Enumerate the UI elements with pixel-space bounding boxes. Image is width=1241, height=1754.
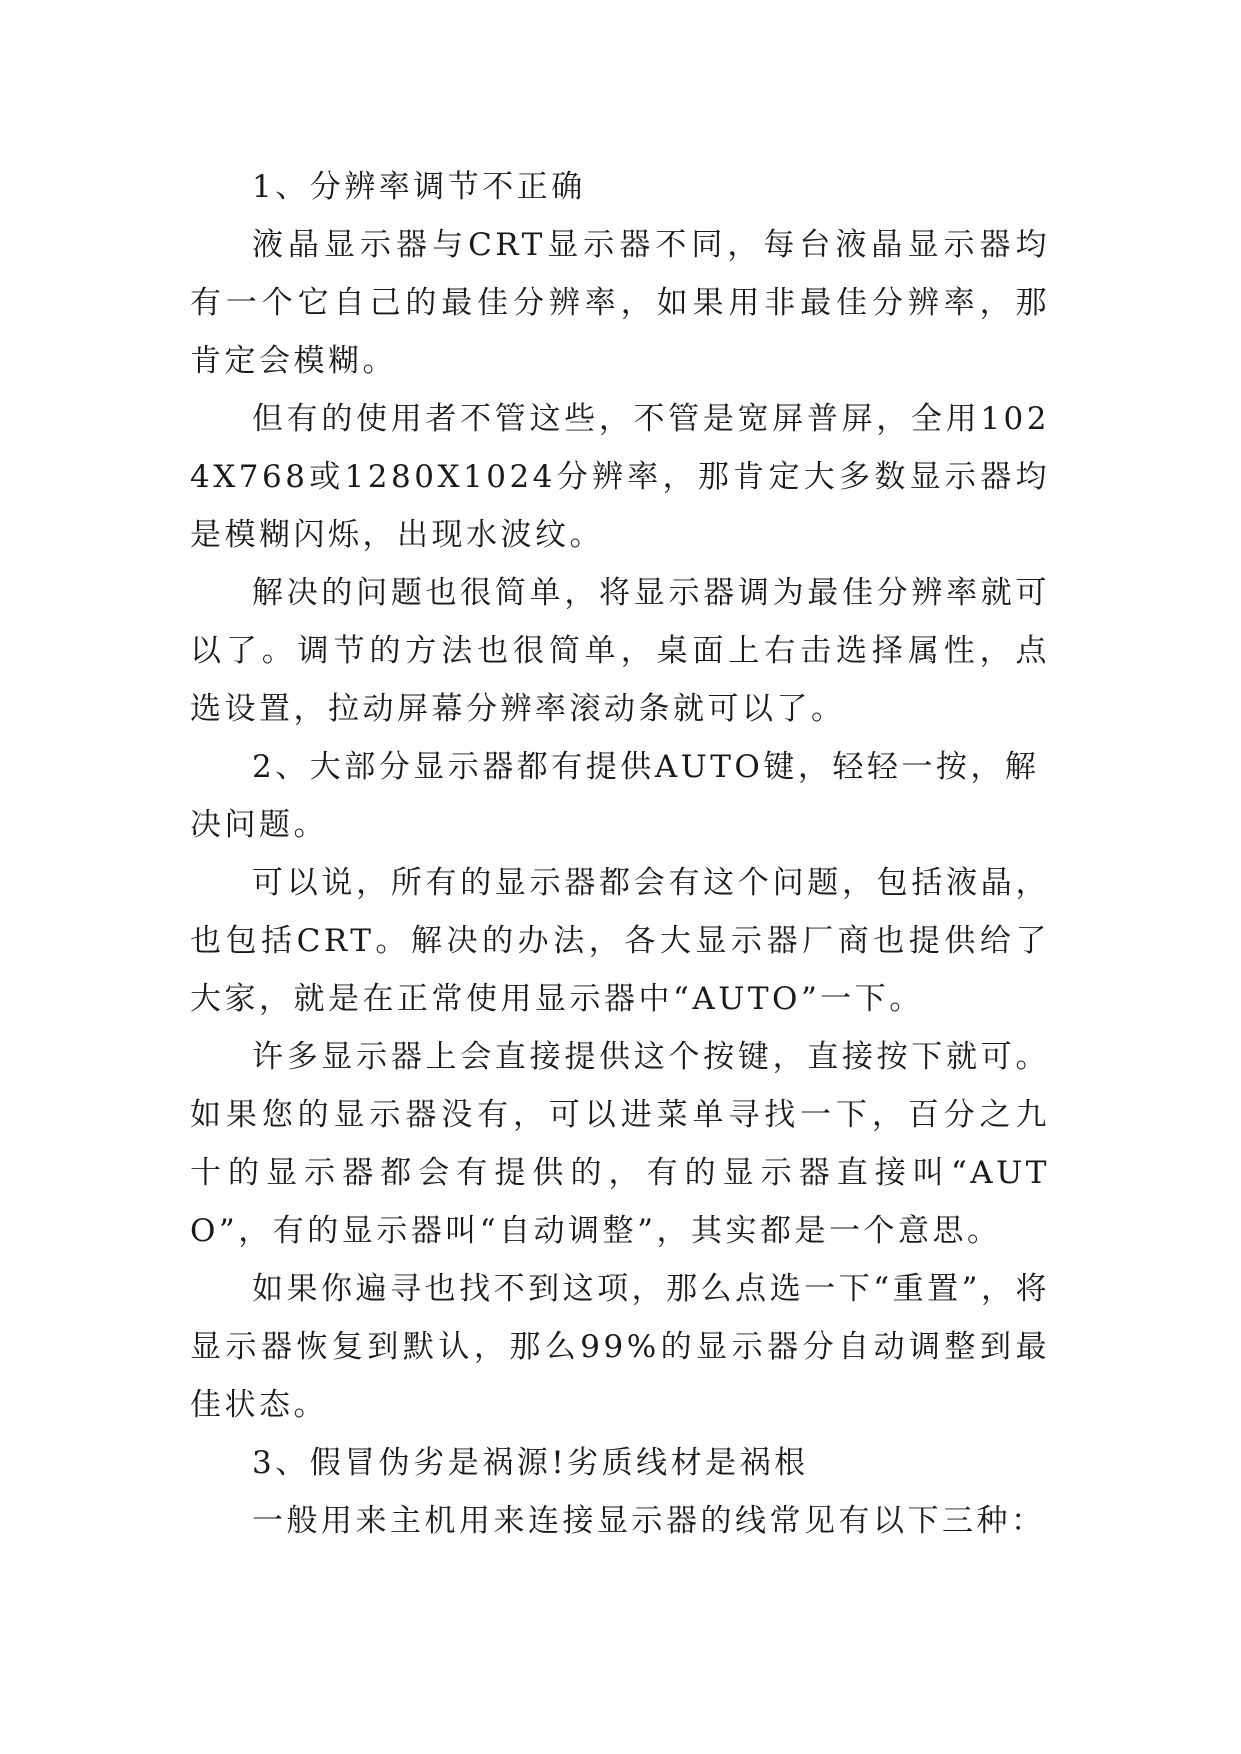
paragraph: 可以说，所有的显示器都会有这个问题，包括液晶，也包括CRT。解决的办法，各大显示器厂商也提供给了大家，就是在正常使用显示器中“AUTO”一下。	[190, 865, 1050, 1017]
document-body	[190, 158, 1050, 1550]
paragraph: 解决的问题也很简单，将显示器调为最佳分辨率就可以了。调节的方法也很简单，桌面上右击选择属性，点选设置，拉动屏幕分辨率滚动条就可以了。	[190, 575, 1050, 727]
section-heading-2: 2、大部分显示器都有提供AUTO键，轻轻一按，解决问题。	[190, 749, 1040, 843]
paragraph: 但有的使用者不管这些，不管是宽屏普屏，全用1024X768或1280X1024分辨率，那肯定大多数显示器均是模糊闪烁，出现水波纹。	[190, 401, 1050, 553]
paragraph: 液晶显示器与CRT显示器不同，每台液晶显示器均有一个它自己的最佳分辨率，如果用非最佳分辨率，那肯定会模糊。	[190, 227, 1050, 379]
paragraph: 许多显示器上会直接提供这个按键，直接按下就可。如果您的显示器没有，可以进菜单寻找一下，百分之九十的显示器都会有提供的，有的显示器直接叫“AUTO”，有的显示器叫“自动调整”，其实都是一个意思。	[190, 1039, 1050, 1249]
section-heading-1: 1、分辨率调节不正确	[252, 169, 586, 205]
paragraph: 如果你遍寻也找不到这项，那么点选一下“重置”，将显示器恢复到默认，那么99%的显示器分自动调整到最佳状态。	[190, 1271, 1050, 1423]
paragraph: 一般用来主机用来连接显示器的线常见有以下三种：	[252, 1503, 1046, 1539]
section-heading-3: 3、假冒伪劣是祸源!劣质线材是祸根	[252, 1445, 809, 1481]
